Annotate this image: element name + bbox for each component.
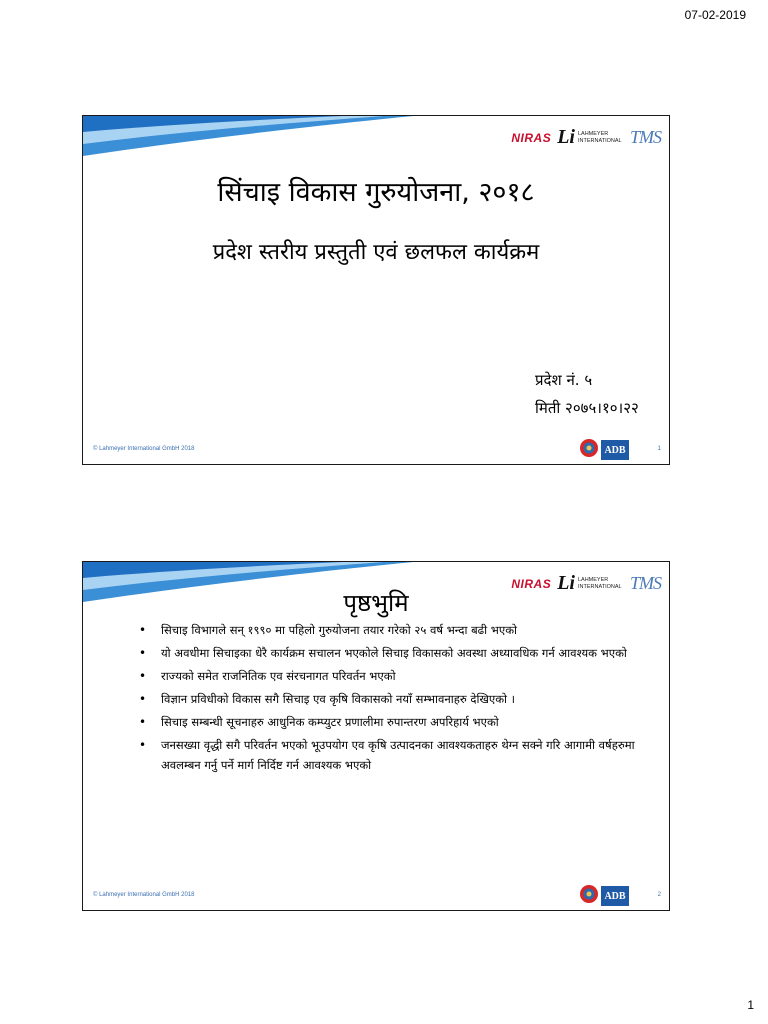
lahmeyer-logo — [557, 126, 624, 149]
page-number: 1 — [747, 998, 754, 1012]
tms-logo: TMS — [629, 573, 661, 593]
niras-logo: NIRAS — [511, 130, 552, 145]
list-item: • सिचाइ सम्बन्धी सूचनाहरु आधुनिक कम्प्युटर प्रणालीमा रुपान्तरण अपरिहार्य भएको — [139, 712, 659, 732]
slide-1 — [82, 115, 670, 465]
lahmeyer-logo-text: LAHMEYER INTERNATIONAL — [577, 130, 622, 144]
slide-2 — [82, 561, 670, 911]
partner-logos — [511, 126, 661, 149]
slide-title: पृष्ठभुमि — [343, 589, 409, 617]
list-item: • सिचाइ विभागले सन् १९९० मा पहिलो गुरुयोजना तयार गरेको २५ वर्ष भन्दा बढी भएको — [139, 620, 659, 640]
slide-number: 2 — [657, 892, 661, 898]
slide-subtitle: प्रदेश स्तरीय प्रस्तुती एवं छलफल कार्यक्रम — [212, 240, 540, 265]
slide-title: सिंचाइ विकास गुरुयोजना, २०१८ — [217, 177, 535, 208]
nepal-emblem-icon — [579, 436, 599, 460]
list-item: • जनसख्या वृद्धी सगै परिवर्तन भएको भूउपयोग एव कृषि उत्पादनका आवश्यकताहरु थेग्न सक्ने गरि आगामी वर्षहरुमा अवलम्बन गर्नु पर्ने मार्ग निर्दिष्ट गर्न आवश्यक भएको — [139, 735, 659, 775]
list-item: • विज्ञान प्रविधीको विकास सगै सिचाइ एव कृषि विकासको नयाँ सम्भावनाहरु देखिएको । — [139, 689, 659, 709]
footer-copyright: © Lahmeyer International GmbH 2018 — [93, 892, 195, 898]
lahmeyer-logo-mark: Li — [557, 572, 575, 594]
adb-logo: ADB — [601, 886, 629, 906]
province-label: प्रदेश नं. ५ — [535, 371, 593, 389]
lahmeyer-logo-text: LAHMEYER INTERNATIONAL — [577, 576, 622, 590]
nepal-emblem-icon — [579, 882, 599, 906]
list-item: • यो अवधीमा सिचाइका धेरै कार्यक्रम सचालन भएकोले सिचाइ विकासको अवस्था अध्यावधिक गर्न आवश्यक भएको — [139, 643, 659, 663]
footer-copyright: © Lahmeyer International GmbH 2018 — [93, 446, 195, 452]
slide-number: 1 — [657, 446, 661, 452]
bullet-list — [139, 620, 659, 778]
tms-logo: TMS — [629, 127, 661, 147]
date-label: मिती २०७५।१०।२२ — [535, 399, 639, 417]
niras-logo: NIRAS — [511, 576, 552, 591]
page-date: 07-02-2019 — [684, 8, 746, 22]
list-item: • राज्यको समेत राजनितिक एव संरचनागत परिवर्तन भएको — [139, 666, 659, 686]
lahmeyer-logo-mark: Li — [557, 126, 575, 148]
adb-logo: ADB — [601, 440, 629, 460]
